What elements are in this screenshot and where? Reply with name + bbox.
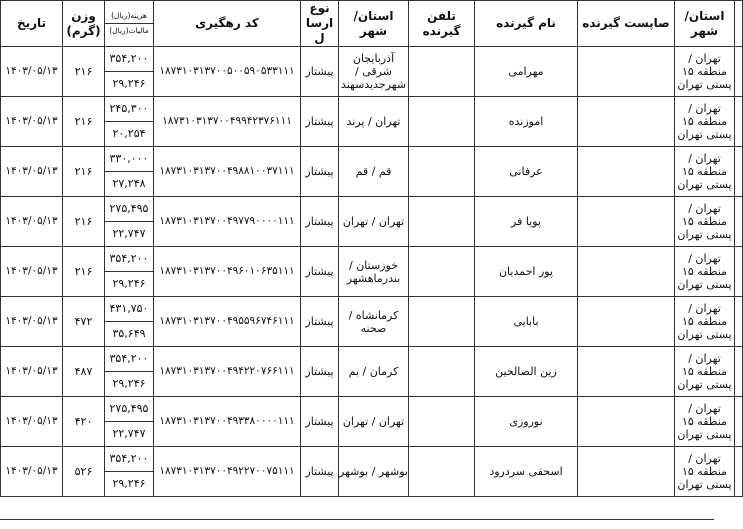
date-cell: ۱۴۰۳/۰۵/۱۳	[1, 297, 63, 347]
cost-value: ۲۴۵,۳۰۰	[105, 97, 153, 122]
table-row	[1, 297, 743, 347]
weight-cell: ۴۸۷	[63, 347, 105, 397]
receiver-name-cell: زین الصالحین	[475, 347, 578, 397]
receiver-city-cell: خوزستان / بندرماهشهر	[339, 247, 409, 297]
tracking-cell: ۱۸۷۳۱۰۳۱۳۷۰۰۴۹۳۳۸۰۰۰۰۱۱۱	[154, 397, 301, 447]
cost-value: ۳۵۴,۲۰۰	[105, 447, 153, 472]
header-date: تاریخ	[1, 1, 63, 47]
tax-value: ۲۹,۲۴۶	[112, 377, 146, 390]
receiver-phone-cell	[409, 47, 475, 97]
cost-cell	[105, 347, 154, 397]
cost-value: ۳۵۴,۲۰۰	[105, 247, 153, 272]
tracking-cell: ۱۸۷۳۱۰۳۱۳۷۰۰۴۹۷۷۹۰۰۰۰۱۱۱	[154, 197, 301, 247]
sender-city-cell: تهران / منطقه ۱۵ پستی تهران	[675, 447, 735, 497]
cost-cell	[105, 397, 154, 447]
send-type-cell: پیشتاز	[301, 347, 339, 397]
receiver-phone-cell	[409, 447, 475, 497]
cost-cell	[105, 297, 154, 347]
weight-cell: ۲۱۶	[63, 247, 105, 297]
table-row	[1, 147, 743, 197]
row-marker	[735, 97, 743, 147]
tracking-cell: ۱۸۷۳۱۰۳۱۳۷۰۰۴۹۲۲۷۰۰۷۵۱۱۱	[154, 447, 301, 497]
weight-cell: ۴۲۰	[63, 397, 105, 447]
receiver-phone-cell	[409, 197, 475, 247]
receiver-phone-cell	[409, 297, 475, 347]
send-type-cell: پیشتاز	[301, 197, 339, 247]
weight-cell: ۲۱۶	[63, 147, 105, 197]
header-edge	[735, 1, 743, 47]
sender-cell	[578, 197, 675, 247]
table-row	[1, 247, 743, 297]
row-marker	[735, 447, 743, 497]
header-receiver-name: نام گیرنده	[475, 1, 578, 47]
header-sender-city: استان/ شهر	[675, 1, 735, 47]
receiver-name-cell: اسحقی سردرود	[475, 447, 578, 497]
tax-value: ۲۲,۷۴۷	[112, 427, 146, 440]
header-receiver-city: استان/ شهر	[339, 1, 409, 47]
cost-value: ۲۷۵,۴۹۵	[105, 197, 153, 222]
date-cell: ۱۴۰۳/۰۵/۱۳	[1, 247, 63, 297]
tracking-cell: ۱۸۷۳۱۰۳۱۳۷۰۰۴۹۹۴۲۳۷۶۱۱۱	[154, 97, 301, 147]
receiver-phone-cell	[409, 97, 475, 147]
footer-divider	[0, 519, 714, 520]
tax-value: ۲۲,۷۴۷	[112, 227, 146, 240]
receiver-city-cell: تهران / تهران	[339, 397, 409, 447]
sender-cell	[578, 447, 675, 497]
tracking-cell: ۱۸۷۳۱۰۳۱۳۷۰۰۴۹۴۲۲۰۷۶۶۱۱۱	[154, 347, 301, 397]
receiver-phone-cell	[409, 247, 475, 297]
receiver-city-cell: تهران / پرند	[339, 97, 409, 147]
tracking-cell: ۱۸۷۳۱۰۳۱۳۷۰۰۵۰۰۵۹۰۵۳۳۱۱۱	[154, 47, 301, 97]
cost-value: ۳۳۰,۰۰۰	[105, 147, 153, 172]
receiver-phone-cell	[409, 397, 475, 447]
cost-value: ۳۵۴,۲۰۰	[105, 347, 153, 372]
weight-cell: ۲۱۶	[63, 47, 105, 97]
weight-cell: ۴۷۲	[63, 297, 105, 347]
header-tracking: کد رهگیری	[154, 1, 301, 47]
header-cost	[105, 1, 154, 47]
row-marker	[735, 197, 743, 247]
date-cell: ۱۴۰۳/۰۵/۱۳	[1, 47, 63, 97]
tax-value: ۲۹,۲۴۶	[112, 277, 146, 290]
header-cost-bottom: مالیات(ریال)	[109, 26, 149, 35]
tax-value: ۲۷,۲۴۸	[112, 177, 146, 190]
date-cell: ۱۴۰۳/۰۵/۱۳	[1, 197, 63, 247]
cost-value: ۳۵۴,۲۰۰	[105, 47, 153, 72]
sender-cell	[578, 397, 675, 447]
sender-city-cell: تهران / منطقه ۱۵ پستی تهران	[675, 247, 735, 297]
row-marker	[735, 247, 743, 297]
receiver-name-cell: نوروزی	[475, 397, 578, 447]
sender-city-cell: تهران / منطقه ۱۵ پستی تهران	[675, 47, 735, 97]
receiver-city-cell: قم / قم	[339, 147, 409, 197]
header-send-type: نوع ارسال	[301, 1, 339, 47]
send-type-cell: پیشتاز	[301, 297, 339, 347]
sender-cell	[578, 147, 675, 197]
send-type-cell: پیشتاز	[301, 147, 339, 197]
cost-cell	[105, 447, 154, 497]
sender-city-cell: تهران / منطقه ۱۵ پستی تهران	[675, 297, 735, 347]
table-row	[1, 447, 743, 497]
table-row	[1, 97, 743, 147]
weight-cell: ۲۱۶	[63, 197, 105, 247]
row-marker	[735, 297, 743, 347]
date-cell: ۱۴۰۳/۰۵/۱۳	[1, 97, 63, 147]
tax-value: ۲۰,۲۵۴	[112, 127, 146, 140]
cost-cell	[105, 47, 154, 97]
sender-cell	[578, 247, 675, 297]
weight-cell: ۲۱۶	[63, 97, 105, 147]
sender-city-cell: تهران / منطقه ۱۵ پستی تهران	[675, 197, 735, 247]
send-type-cell: پیشتاز	[301, 47, 339, 97]
table-row	[1, 197, 743, 247]
sender-cell	[578, 347, 675, 397]
tax-value: ۳۵,۶۴۹	[112, 327, 146, 340]
tax-value: ۲۹,۲۴۶	[112, 477, 146, 490]
cost-value: ۴۳۱,۷۵۰	[105, 297, 153, 322]
table-row	[1, 347, 743, 397]
header-row	[1, 1, 743, 47]
header-cost-top: هزینه(ریال)	[105, 10, 153, 24]
header-weight: وزن (گرم)	[63, 1, 105, 47]
row-marker	[735, 147, 743, 197]
row-marker	[735, 47, 743, 97]
receiver-name-cell: پور احمدیان	[475, 247, 578, 297]
cost-cell	[105, 247, 154, 297]
receiver-city-cell: کرمانشاه / صحنه	[339, 297, 409, 347]
header-receiver-phone: تلفن گیرنده	[409, 1, 475, 47]
receiver-city-cell: تهران / تهران	[339, 197, 409, 247]
receiver-city-cell: آذربایجان شرقی / شهرجدیدسهند	[339, 47, 409, 97]
receiver-phone-cell	[409, 347, 475, 397]
receiver-phone-cell	[409, 147, 475, 197]
sender-city-cell: تهران / منطقه ۱۵ پستی تهران	[675, 97, 735, 147]
send-type-cell: پیشتاز	[301, 447, 339, 497]
tracking-cell: ۱۸۷۳۱۰۳۱۳۷۰۰۴۹۵۵۹۶۷۴۶۱۱۱	[154, 297, 301, 347]
weight-cell: ۵۲۶	[63, 447, 105, 497]
tracking-cell: ۱۸۷۳۱۰۳۱۳۷۰۰۴۹۶۰۱۰۶۳۵۱۱۱	[154, 247, 301, 297]
sender-cell	[578, 297, 675, 347]
table-row	[1, 47, 743, 97]
sender-city-cell: تهران / منطقه ۱۵ پستی تهران	[675, 147, 735, 197]
cost-cell	[105, 197, 154, 247]
row-marker	[735, 397, 743, 447]
receiver-city-cell: کرمان / بم	[339, 347, 409, 397]
receiver-name-cell: پویا فر	[475, 197, 578, 247]
date-cell: ۱۴۰۳/۰۵/۱۳	[1, 147, 63, 197]
sender-city-cell: تهران / منطقه ۱۵ پستی تهران	[675, 397, 735, 447]
tracking-cell: ۱۸۷۳۱۰۳۱۳۷۰۰۴۹۸۸۱۰۰۳۷۱۱۱	[154, 147, 301, 197]
table-row	[1, 397, 743, 447]
header-sender: صاپست گیرنده	[578, 1, 675, 47]
receiver-name-cell: اموزنده	[475, 97, 578, 147]
cost-cell	[105, 97, 154, 147]
cost-value: ۲۷۵,۴۹۵	[105, 397, 153, 422]
sender-cell	[578, 47, 675, 97]
receiver-name-cell: عرفانی	[475, 147, 578, 197]
receiver-name-cell: مهرامی	[475, 47, 578, 97]
send-type-cell: پیشتاز	[301, 97, 339, 147]
date-cell: ۱۴۰۳/۰۵/۱۳	[1, 347, 63, 397]
receiver-name-cell: بابایی	[475, 297, 578, 347]
sender-city-cell: تهران / منطقه ۱۵ پستی تهران	[675, 347, 735, 397]
date-cell: ۱۴۰۳/۰۵/۱۳	[1, 447, 63, 497]
sender-cell	[578, 97, 675, 147]
tax-value: ۲۹,۲۴۶	[112, 77, 146, 90]
send-type-cell: پیشتاز	[301, 247, 339, 297]
send-type-cell: پیشتاز	[301, 397, 339, 447]
table-body	[1, 47, 743, 497]
receiver-city-cell: بوشهر / بوشهر	[339, 447, 409, 497]
row-marker	[735, 347, 743, 397]
cost-cell	[105, 147, 154, 197]
date-cell: ۱۴۰۳/۰۵/۱۳	[1, 397, 63, 447]
